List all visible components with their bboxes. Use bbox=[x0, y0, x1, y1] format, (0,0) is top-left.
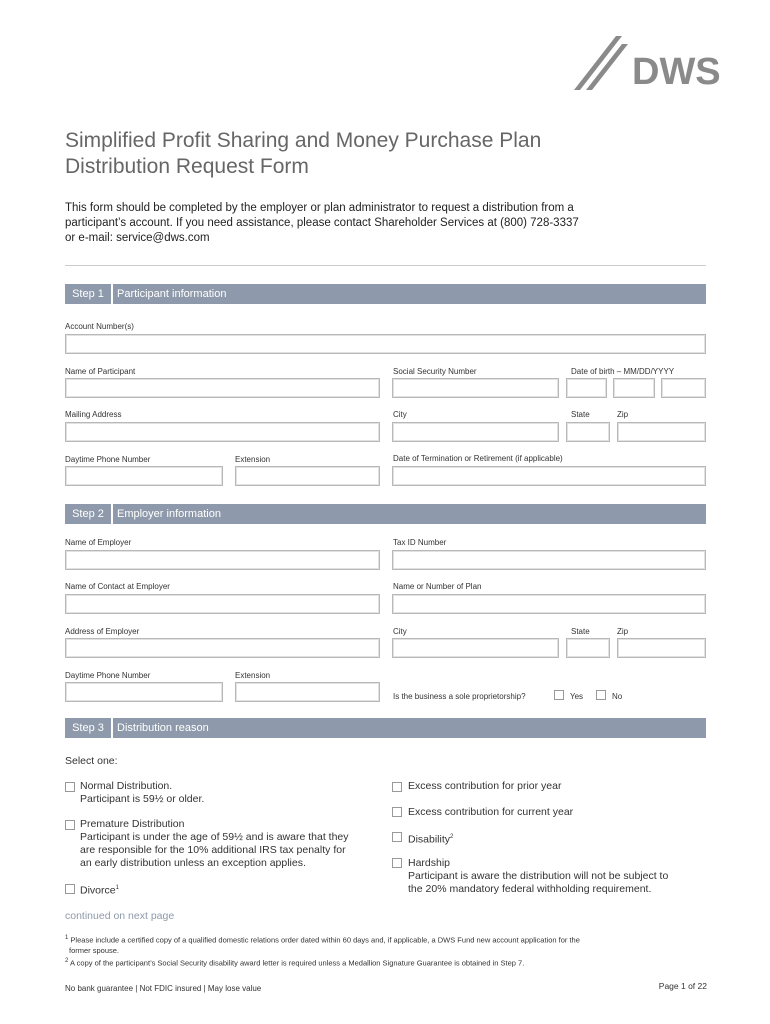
option-desc: the 20% mandatory federal withholding requirement. bbox=[408, 883, 652, 895]
step-number: Step 2 bbox=[65, 504, 113, 524]
excess-prior-checkbox[interactable] bbox=[392, 782, 402, 792]
dob-label: Date of birth – MM/DD/YYYY bbox=[571, 367, 675, 376]
title-line: Simplified Profit Sharing and Money Purchase Plan bbox=[65, 129, 542, 152]
employer-phone-label: Daytime Phone Number bbox=[65, 671, 151, 680]
step1-header bbox=[65, 284, 706, 304]
name-label: Name of Participant bbox=[65, 367, 136, 376]
option-label: Divorce bbox=[80, 884, 116, 897]
disclaimer: No bank guarantee | Not FDIC insured | May lose value bbox=[65, 984, 262, 993]
step-title: Participant information bbox=[117, 288, 227, 300]
contact-label: Name of Contact at Employer bbox=[65, 582, 170, 591]
normal-distribution-option bbox=[80, 780, 204, 806]
step-number: Step 3 bbox=[65, 718, 113, 738]
employer-extension-input[interactable] bbox=[235, 682, 380, 702]
footnotes bbox=[65, 933, 580, 968]
divider bbox=[65, 265, 706, 266]
extension-label: Extension bbox=[235, 455, 271, 464]
no-label: No bbox=[612, 692, 623, 701]
premature-distribution-checkbox[interactable] bbox=[65, 820, 75, 830]
option-desc: an early distribution unless an exception applies. bbox=[80, 857, 306, 869]
divorce-option bbox=[80, 882, 119, 898]
footnote-1: Please include a certified copy of a qualified domestic relations order dated within 60 days and, if applicable, a DWS Fund new account application for the bbox=[68, 935, 580, 945]
option-label: Normal Distribution. bbox=[80, 780, 173, 792]
account-number-input[interactable] bbox=[65, 334, 706, 354]
sole-proprietorship-label: Is the business a sole proprietorship? bbox=[393, 692, 526, 701]
normal-distribution-checkbox[interactable] bbox=[65, 782, 75, 792]
svg-text:DWS: DWS bbox=[632, 51, 721, 93]
select-one-label: Select one: bbox=[65, 755, 118, 767]
option-desc: Participant is under the age of 59½ and is aware that they bbox=[80, 831, 349, 843]
employer-zip-input[interactable] bbox=[617, 638, 706, 658]
excess-prior-option: Excess contribution for prior year bbox=[408, 780, 562, 792]
dob-day-input[interactable] bbox=[613, 378, 655, 398]
step-title: Employer information bbox=[117, 508, 221, 520]
intro-line: participant’s account. If you need assistance, please contact Shareholder Services at (800) 728-3337 bbox=[65, 217, 579, 229]
option-label: Premature Distribution bbox=[80, 818, 185, 830]
ssn-label: Social Security Number bbox=[393, 367, 477, 376]
step-number: Step 1 bbox=[65, 284, 113, 304]
yes-label: Yes bbox=[570, 692, 584, 701]
mailing-address-input[interactable] bbox=[65, 422, 380, 442]
footnote-number: 1 bbox=[65, 935, 69, 941]
footnote-1-cont: former spouse. bbox=[69, 945, 120, 955]
zip-input[interactable] bbox=[617, 422, 706, 442]
footnote-2: A copy of the participant’s Social Security disability award letter is required unless a Medallion Signature Guarantee is obtained in Step 7. bbox=[68, 958, 525, 967]
intro-line: This form should be completed by the employer or plan administrator to request a distribution from a bbox=[65, 202, 574, 214]
employer-label: Name of Employer bbox=[65, 538, 132, 547]
employer-city-label: City bbox=[393, 627, 407, 636]
employer-state-input[interactable] bbox=[566, 638, 610, 658]
state-label: State bbox=[571, 410, 590, 419]
employer-state-label: State bbox=[571, 627, 590, 636]
option-desc: are responsible for the 10% additional IRS tax penalty for bbox=[80, 844, 346, 856]
dws-logo bbox=[572, 34, 732, 94]
footnote-ref: 1 bbox=[115, 885, 119, 891]
extension-input[interactable] bbox=[235, 466, 380, 486]
continued-note: continued on next page bbox=[65, 910, 175, 922]
disability-option bbox=[408, 831, 453, 847]
footnote-ref: 2 bbox=[450, 834, 454, 840]
sole-no-checkbox[interactable] bbox=[596, 690, 606, 700]
employer-zip-label: Zip bbox=[617, 627, 629, 636]
logo-slashes-icon bbox=[572, 34, 732, 94]
city-input[interactable] bbox=[392, 422, 559, 442]
employer-city-input[interactable] bbox=[392, 638, 559, 658]
step3-header bbox=[65, 718, 706, 738]
option-desc: Participant is 59½ or older. bbox=[80, 793, 205, 805]
excess-current-option: Excess contribution for current year bbox=[408, 806, 574, 818]
excess-current-checkbox[interactable] bbox=[392, 807, 402, 817]
employer-address-input[interactable] bbox=[65, 638, 380, 658]
disability-checkbox[interactable] bbox=[392, 832, 402, 842]
zip-label: Zip bbox=[617, 410, 629, 419]
employer-extension-label: Extension bbox=[235, 671, 271, 680]
termination-date-input[interactable] bbox=[392, 466, 706, 486]
employer-address-label: Address of Employer bbox=[65, 627, 140, 636]
ssn-input[interactable] bbox=[392, 378, 559, 398]
taxid-label: Tax ID Number bbox=[393, 538, 447, 547]
footnote-number: 2 bbox=[65, 957, 69, 964]
intro-text bbox=[65, 201, 579, 246]
divorce-checkbox[interactable] bbox=[65, 884, 75, 894]
address-label: Mailing Address bbox=[65, 410, 122, 419]
option-label: Hardship bbox=[408, 857, 451, 869]
page-number: Page 1 of 22 bbox=[658, 981, 707, 991]
option-label: Disability bbox=[408, 833, 451, 846]
premature-distribution-option bbox=[80, 818, 349, 870]
employer-phone-input[interactable] bbox=[65, 682, 223, 702]
option-desc: Participant is aware the distribution will not be subject to bbox=[408, 870, 669, 882]
termination-label: Date of Termination or Retirement (if applicable) bbox=[393, 454, 563, 463]
step2-header bbox=[65, 504, 706, 524]
plan-label: Name or Number of Plan bbox=[393, 582, 482, 591]
phone-input[interactable] bbox=[65, 466, 223, 486]
hardship-option bbox=[408, 857, 668, 896]
dob-month-input[interactable] bbox=[566, 378, 607, 398]
state-input[interactable] bbox=[566, 422, 610, 442]
dob-year-input[interactable] bbox=[661, 378, 706, 398]
sole-yes-checkbox[interactable] bbox=[554, 690, 564, 700]
plan-input[interactable] bbox=[392, 594, 706, 614]
title-line: Distribution Request Form bbox=[65, 155, 309, 178]
city-label: City bbox=[393, 410, 407, 419]
intro-line: or e-mail: service@dws.com bbox=[65, 232, 210, 244]
page-title bbox=[65, 128, 541, 180]
employer-name-input[interactable] bbox=[65, 550, 380, 570]
step-title: Distribution reason bbox=[117, 722, 209, 734]
hardship-checkbox[interactable] bbox=[392, 858, 402, 868]
phone-label: Daytime Phone Number bbox=[65, 455, 151, 464]
contact-input[interactable] bbox=[65, 594, 380, 614]
taxid-input[interactable] bbox=[392, 550, 706, 570]
account-label: Account Number(s) bbox=[65, 322, 134, 331]
participant-name-input[interactable] bbox=[65, 378, 380, 398]
